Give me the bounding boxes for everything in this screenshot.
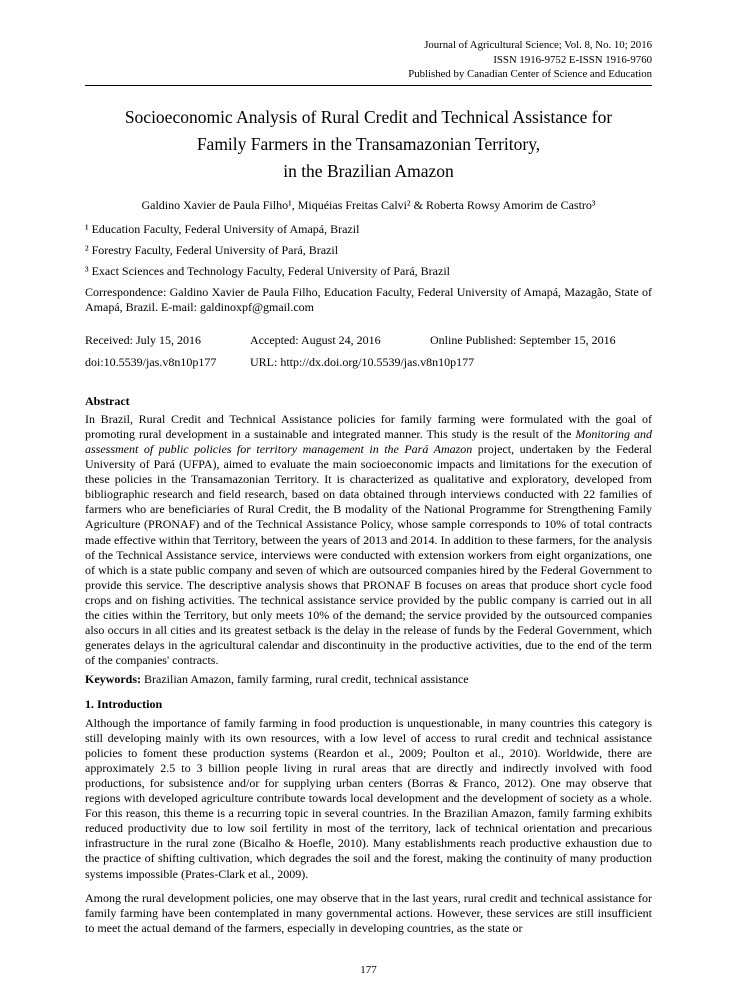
doi-text: doi:10.5539/jas.v8n10p177	[85, 354, 217, 369]
received-date: Received: July 15, 2016	[85, 332, 201, 347]
abstract-project-title: Monitoring and assessment of public policies for territory management in the Pará Amazon	[85, 426, 652, 456]
abstract-part-2: project, undertaken by the Federal University of Pará (UFPA), aimed to evaluate the main socioeconomic impacts and limitations for the execution of these policies in the Transamazonian Territory. It is characterized as qualitative and exploratory, developed from bibliographic research and field research, based on data obtained through interviews conducted with 22 families of farmers who are beneficiaries of Rural Credit, the B modality of the National Programme for Strengthening Family Agriculture (PRONAF) and of the Technical Assistance Policy, whose sample corresponds to 10% of total contracts made effective within that Territory, between the years of 2013 and 2014. In addition to these farmers, for the analysis of the Technical Assistance service, interviews were conducted with extension workers from eight organizations, one of which is a state public company and seven of which are outsourced companies hired by the Federal Government to provide this service. The descriptive analysis shows that PRONAF B focuses on areas that produce short cycle food crops and on fishing activities. The technical assistance service provided by the public company is carried out in all the cities within the Territory, but only meets 10% of the demand; the service provided by the outsourced companies also occurs in all cities and its greatest setback is the delay in the release of funds by the Federal Government, which generates delays in the agricultural calendar and discontinuity in the productive activities, due to the end of the term of the companies' contracts.	[85, 441, 652, 668]
keywords-text: Brazilian Amazon, family farming, rural credit, technical assistance	[141, 672, 469, 687]
header-divider	[85, 85, 652, 86]
title-line-3: in the Brazilian Amazon	[283, 160, 454, 181]
abstract-part-1: In Brazil, Rural Credit and Technical Assistance policies for family farming were formulated with the goal of promoting rural development in a sustainable and integrated manner. This study is the result of the	[85, 411, 652, 441]
doi-url: URL: http://dx.doi.org/10.5539/jas.v8n10p177	[250, 354, 475, 369]
journal-header	[85, 38, 652, 82]
abstract-text	[85, 412, 652, 669]
keywords-line	[85, 672, 652, 687]
accepted-date: Accepted: August 24, 2016	[250, 332, 381, 347]
title-line-2: Family Farmers in the Transamazonian Territory,	[196, 133, 541, 154]
doi-row	[85, 355, 652, 370]
title-line-1: Socioeconomic Analysis of Rural Credit and Technical Assistance for	[124, 106, 613, 127]
introduction-paragraph-2: Among the rural development policies, one may observe that in the last years, rural credit and technical assistance for family farming have been contemplated in many governmental actions. However, these services are still insufficient to meet the actual demand of the farmers, especially in developing countries, as the state or	[85, 890, 652, 935]
authors-line: Galdino Xavier de Paula Filho¹, Miquéias Freitas Calvi² & Roberta Rowsy Amorim de Castro³	[141, 197, 596, 212]
paper-title	[85, 104, 652, 185]
journal-publisher-line: Published by Canadian Center of Science and Education	[408, 68, 652, 80]
affiliation-1: ¹ Education Faculty, Federal University of Amapá, Brazil	[85, 221, 360, 236]
online-published-date: Online Published: September 15, 2016	[430, 332, 616, 347]
introduction-paragraph-1: Although the importance of family farming in food production is unquestionable, in many countries this category is still developing mainly with its own resources, with a low level of access to rural credit and technical assistance policies to foment these production systems (Reardon et al., 2009; Poulton et al., 2010). Worldwide, there are approximately 2.5 to 3 billion people living in rural areas that are directly and indirectly involved with food productions, for subsistence and/or for supplying urban centers (Borras & Franco, 2012). One may observe that regions with developed agriculture contribute towards local development and the development of society as a whole. For this reason, this theme is a recurring topic in several countries. In the Brazilian Amazon, family farming exhibits reduced productivity due to low soil fertility in most of the territory, lack of technical orientation and precarious infrastructure in the rural zone (Bicalho & Hoefle, 2010). Many establishments reach productive exhaustion due to the practice of shifting cultivation, which degrades the soil and the forest, making the continuity of many production systems impossible (Prates-Clark et al., 2009).	[85, 715, 652, 881]
page-footer	[0, 964, 737, 976]
introduction-heading: 1. Introduction	[85, 697, 163, 712]
affiliations-block	[85, 222, 652, 279]
correspondence-note: Correspondence: Galdino Xavier de Paula Filho, Education Faculty, Federal University of Amapá, Mazagão, State of Amapá, Brazil. E-mail: galdinoxpf@gmail.com	[85, 284, 652, 314]
affiliation-3: ³ Exact Sciences and Technology Faculty, Federal University of Pará, Brazil	[85, 263, 450, 278]
keywords-label: Keywords:	[85, 672, 141, 687]
journal-issn-line: ISSN 1916-9752 E-ISSN 1916-9760	[493, 53, 652, 66]
journal-name-line: Journal of Agricultural Science; Vol. 8, No. 10; 2016	[424, 39, 652, 51]
abstract-heading: Abstract	[85, 393, 130, 408]
affiliation-2: ² Forestry Faculty, Federal University of Pará, Brazil	[85, 242, 339, 257]
dates-row	[85, 333, 652, 348]
page-number: 177	[360, 964, 377, 976]
